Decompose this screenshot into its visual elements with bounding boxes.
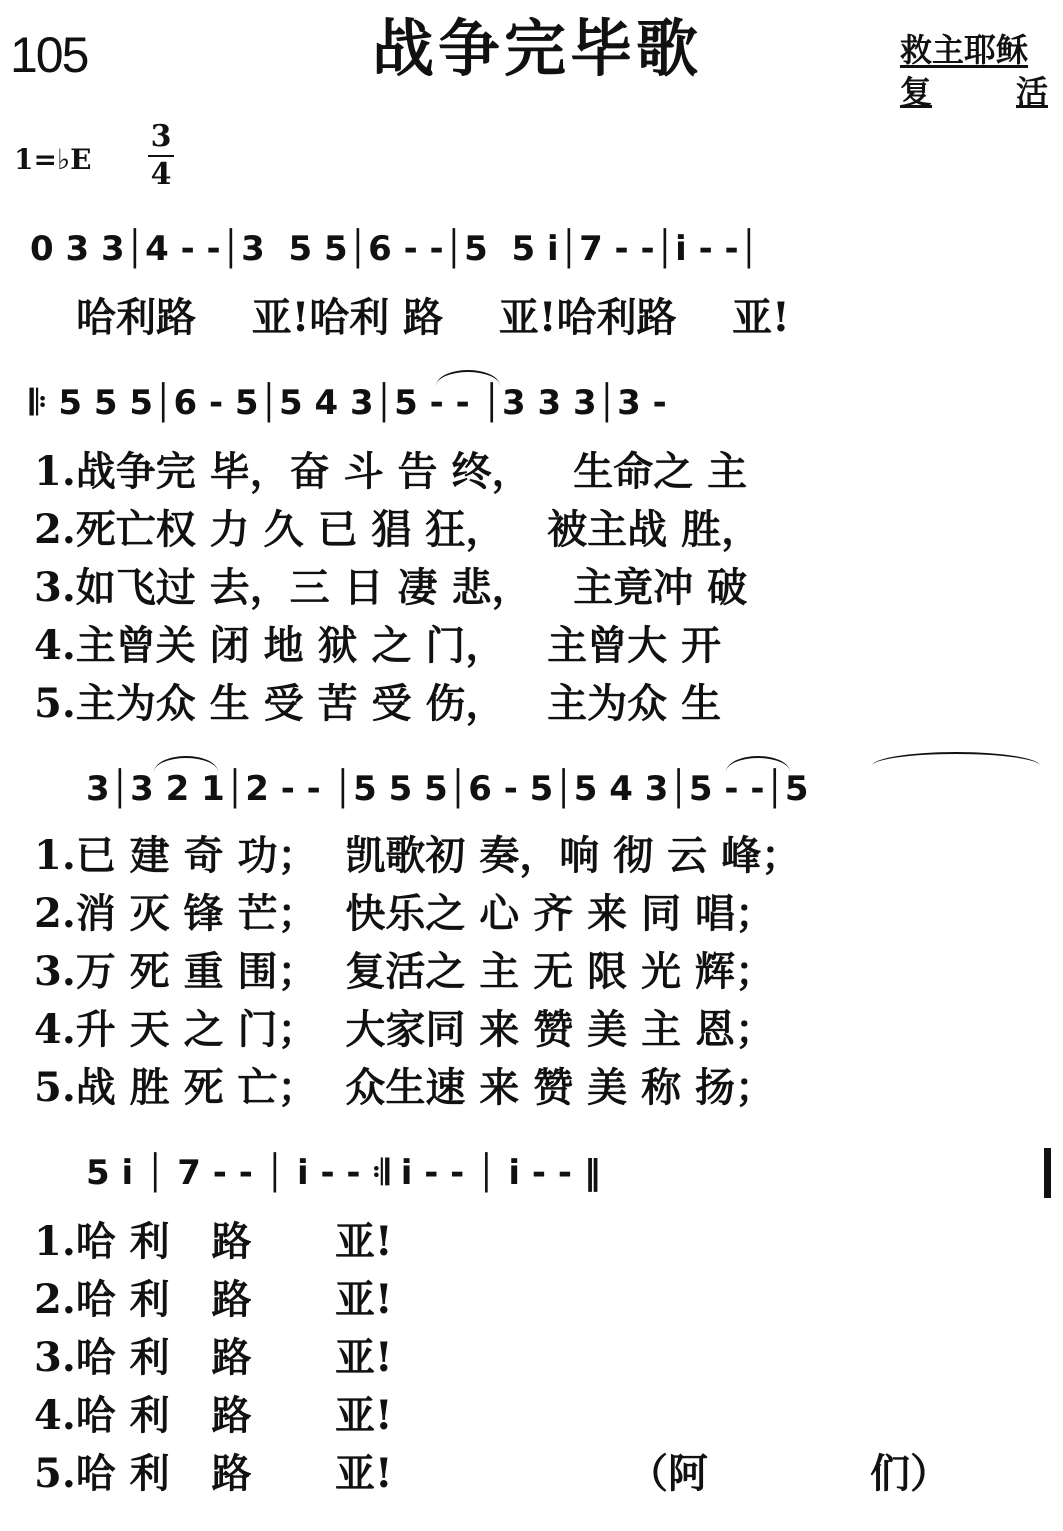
notation-line-3: 3│3 2 1│2 - - │5 5 5│6 - 5│5 4 3│5 - -│5 <box>86 769 809 809</box>
verse-3-line-4: 3.哈 利 路 亚! <box>34 1334 393 1381</box>
notation-line-2: 𝄆 5 5 5│6 - 5│5 4 3│5 - - │3 3 3│3 - <box>30 383 667 423</box>
verse-3-line-2: 3.如飞过 去，三 日 凄 悲， 主竟冲 破 <box>34 564 748 611</box>
verse-2-line-2: 2.死亡权 力 久 已 猖 狂， 被主战 胜， <box>34 506 762 553</box>
verse-2-line-4: 2.哈 利 路 亚! <box>34 1276 393 1323</box>
slur-mark <box>154 756 218 772</box>
time-signature-bottom: 4 <box>150 157 172 192</box>
time-signature <box>148 119 174 192</box>
category-label: 救主耶稣 <box>900 31 1029 69</box>
time-signature-top: 3 <box>150 119 172 154</box>
amen-close: 们） <box>870 1450 950 1497</box>
subcategory-char-1: 复 <box>900 73 933 111</box>
slur-mark <box>726 756 790 772</box>
verse-5-line-2: 5.主为众 生 受 苦 受 伤， 主为众 生 <box>34 680 722 727</box>
verse-1-line-4: 1.哈 利 路 亚! <box>34 1218 393 1265</box>
subcategory-label <box>900 73 1048 111</box>
final-barline <box>1044 1148 1051 1198</box>
verse-5-line-3: 5.战 胜 死 亡； 众生速 来 赞 美 称 扬； <box>34 1064 776 1111</box>
verse-5-line-4: 5.哈 利 路 亚! <box>34 1450 393 1497</box>
subcategory-char-2: 活 <box>1015 73 1048 111</box>
verse-4-line-4: 4.哈 利 路 亚! <box>34 1392 393 1439</box>
verse-2-line-3: 2.消 灭 锋 芒； 快乐之 心 齐 来 同 唱； <box>34 890 776 937</box>
hymn-title: 战争完毕歌 <box>372 12 703 85</box>
verse-3-line-3: 3.万 死 重 围； 复活之 主 无 限 光 辉； <box>34 948 776 995</box>
notation-line-4: 5 i̇ │ 7 - - │ i̇ - - 𝄇 i̇ - - │ i̇ - - ‖ <box>86 1153 601 1193</box>
key-signature: 1=♭E <box>14 143 92 176</box>
verse-1-line-3: 1.已 建 奇 功； 凯歌初 奏，响 彻 云 峰； <box>34 832 802 879</box>
verse-1-line-2: 1.战争完 毕，奋 斗 告 终， 生命之 主 <box>34 448 748 495</box>
slur-mark <box>436 370 500 386</box>
tie-mark <box>872 752 1040 766</box>
lyric-line-1: 哈利路 亚!哈利 路 亚!哈利路 亚! <box>76 294 790 341</box>
notation-line-1: 0 3 3│4 - -│3 5 5│6 - -│5 5 i̇│7 - -│i̇ - -│ <box>30 229 760 269</box>
amen-open: （阿 <box>628 1450 708 1497</box>
verse-4-line-2: 4.主曾关 闭 地 狱 之 门， 主曾大 开 <box>34 622 722 669</box>
verse-4-line-3: 4.升 天 之 门； 大家同 来 赞 美 主 恩； <box>34 1006 776 1053</box>
hymn-number: 105 <box>10 27 88 83</box>
